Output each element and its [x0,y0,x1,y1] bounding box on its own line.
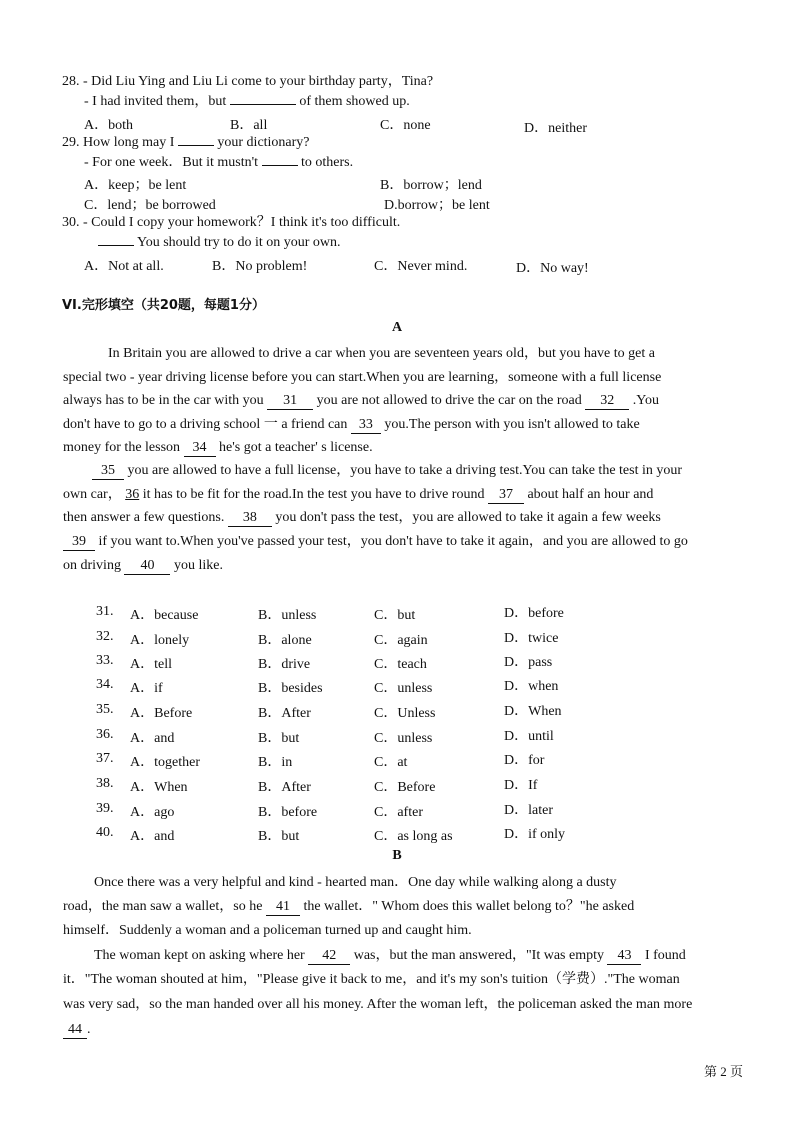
choice-option-d: D．pass [504,655,553,670]
q29-number: 29. [62,135,80,150]
choice-number: 36. [96,727,114,742]
q28-text-2a: - I had invited them，but [84,94,227,109]
choice-option-b: B．alone [258,633,312,648]
choice-option-d: D．later [504,803,553,818]
choice-option-c: C．at [374,755,408,770]
choice-option-a: A．lonely [130,633,190,648]
choice-number: 38. [96,776,114,791]
passage-b-text-7b: . [87,1022,91,1037]
q29-text-1a: How long may I [83,135,175,150]
q30-line1 [62,213,400,233]
q29-option-c: C．lend；be borrowed [84,198,216,213]
passage-a-line-10 [63,556,223,576]
choice-option-a: A．if [130,681,163,696]
q29-text-2b: to others. [301,155,354,170]
q28-option-a: A．both [84,118,133,133]
q30-option-a: A．Not at all. [84,259,164,274]
choice-option-a: A．because [130,608,199,623]
q29-option-b: B．borrow；lend [380,178,482,193]
q30-option-c: C．Never mind. [374,259,468,274]
blank-40: 40 [124,558,170,575]
choice-option-a: A．Before [130,706,193,721]
q28-blank [230,104,296,105]
passage-a-line-5 [63,438,373,458]
choice-option-b: B．drive [258,657,311,672]
q30-line2 [98,233,341,253]
blank-31: 31 [267,393,313,410]
choice-option-c: C．teach [374,657,427,672]
choice-option-b: B．unless [258,608,317,623]
passage-a-text-7a: own car， [63,487,122,502]
passage-b-label: B [392,848,402,863]
choice-option-a: A．together [130,755,200,770]
choice-option-a: A．and [130,731,175,746]
passage-a-text-5b: he's got a teacher' s license. [219,440,373,455]
passage-b-text-2b: the wallet．" Whom does this wallet belong to？"he asked [303,899,635,914]
passage-b-text-2a: road，the man saw a wallet，so he [63,899,263,914]
q29-blank-1 [178,145,214,146]
passage-b-line-4 [94,946,686,966]
choice-option-c: C．unless [374,681,433,696]
blank-39: 39 [63,534,95,551]
passage-a-text-5a: money for the lesson [63,440,181,455]
passage-a-text-10b: you like. [173,558,223,573]
choice-option-a: A．ago [130,805,175,820]
choice-number: 39. [96,801,114,816]
q29-text-2a: - For one week．But it mustn't [84,155,259,170]
choice-option-d: D．if only [504,827,566,842]
q28-option-c: C．none [380,118,431,133]
blank-37: 37 [488,487,524,504]
passage-b-text-4a: The woman kept on asking where her [94,948,305,963]
q29-blank-2 [262,165,298,166]
choice-option-c: C．again [374,633,428,648]
choice-option-a: A．tell [130,657,172,672]
passage-a-line-1: In Britain you are allowed to drive a car when you are seventeen years old，but you have to get a [108,346,655,361]
passage-a-line-2: special two - year driving license before you can start.When you are learning，someone with a full license [63,370,662,385]
choice-option-b: B．but [258,829,300,844]
passage-b-line-1: Once there was a very helpful and kind - hearted man．One day while walking along a dusty [94,875,617,890]
passage-b-text-4b: was，but the man answered，"It was empty [353,948,604,963]
passage-a-text-4b: you.The person with you isn't allowed to take [384,417,640,432]
choice-number: 31. [96,604,114,619]
page-number: 第 2 页 [704,1064,744,1079]
passage-a-text-8b: you don't pass the test，you are allowed to take it again a few weeks [275,510,661,525]
choice-number: 33. [96,653,114,668]
q30-text-1: - Could I copy your homework？I think it's too difficult. [83,215,401,230]
blank-35: 35 [92,463,124,480]
q29-line1 [62,133,310,153]
passage-a-line-3 [63,391,659,411]
q29-text-1b: your dictionary? [217,135,310,150]
passage-b-line-6: was very sad，so the man handed over all his money. After the woman left，the policeman asked the man more [63,997,693,1012]
choice-number: 34. [96,677,114,692]
passage-a-line-6 [92,461,682,481]
q30-blank [98,245,134,246]
choice-option-d: D．twice [504,631,559,646]
passage-b-line-5: it．"The woman shouted at him，"Please give it back to me，and it's my son's tuition（学费）."The woman [63,972,680,987]
passage-b-line-2 [63,897,634,917]
passage-a-text-3b: you are not allowed to drive the car on the road [316,393,582,408]
choice-option-c: C．unless [374,731,433,746]
q30-option-d: D．No way! [516,261,589,276]
choice-option-b: B．in [258,755,293,770]
choice-option-d: D．for [504,753,545,768]
passage-b-line-3: himself．Suddenly a woman and a policeman turned up and caught him. [63,923,472,938]
choice-option-c: C．Before [374,780,436,795]
choice-number: 32. [96,629,114,644]
choice-option-d: D．when [504,679,559,694]
blank-36: 36 [125,487,140,502]
q28-line1 [62,72,433,92]
choice-option-c: C．Unless [374,706,436,721]
q28-option-d: D．neither [524,121,587,136]
passage-a-text-10a: on driving [63,558,121,573]
q28-text-1: - Did Liu Ying and Liu Li come to your birthday party，Tina? [83,74,434,89]
q29-option-d: D.borrow；be lent [384,198,490,213]
q28-number: 28. [62,74,80,89]
q28-option-b: B．all [230,118,268,133]
choice-option-b: B．After [258,780,311,795]
passage-a-text-3c: .You [632,393,659,408]
blank-32: 32 [585,393,629,410]
choice-number: 35. [96,702,114,717]
choice-option-b: B．but [258,731,300,746]
passage-a-text-8a: then answer a few questions. [63,510,225,525]
blank-34: 34 [184,440,216,457]
passage-a-text-6b: you are allowed to have a full license，you have to take a driving test.You can take the test in your [127,463,683,478]
passage-a-text-7c: about half an hour and [527,487,654,502]
passage-a-text-3a: always has to be in the car with you [63,393,264,408]
choice-option-c: C．after [374,805,423,820]
choice-option-a: A．When [130,780,188,795]
passage-a-line-7 [63,485,653,505]
q30-number: 30. [62,215,80,230]
choice-option-b: B．before [258,805,318,820]
q28-line2 [84,92,410,112]
blank-38: 38 [228,510,272,527]
choice-option-a: A．and [130,829,175,844]
passage-a-text-7b: it has to be fit for the road.In the test you have to drive round [142,487,485,502]
passage-a-line-9 [63,532,688,552]
blank-42: 42 [308,948,350,965]
blank-43: 43 [607,948,641,965]
choice-option-b: B．After [258,706,311,721]
passage-a-text-4a: don't have to go to a driving school 一 a friend can [63,417,348,432]
q30-text-2: You should try to do it on your own. [136,235,341,250]
blank-41: 41 [266,899,300,916]
choice-option-d: D．When [504,704,562,719]
q28-text-2b: of them showed up. [299,94,410,109]
blank-44: 44 [63,1022,87,1039]
blank-33: 33 [351,417,381,434]
choice-option-d: D．before [504,606,564,621]
choice-number: 37. [96,751,114,766]
choice-number: 40. [96,825,114,840]
q29-line2 [84,153,353,173]
section-heading: VI.完形填空（共20题，每题1分） [62,298,265,313]
choice-option-b: B．besides [258,681,323,696]
choice-option-d: D．until [504,729,554,744]
choice-option-c: C．but [374,608,416,623]
choice-option-c: C．as long as [374,829,453,844]
choice-option-d: D．If [504,778,538,793]
passage-b-line-7 [63,1020,91,1040]
passage-a-line-4 [63,415,640,435]
q30-option-b: B．No problem! [212,259,308,274]
q29-option-a: A．keep；be lent [84,178,187,193]
passage-a-text-9b: if you want to.When you've passed your test，you don't have to take it again，and you are allowed to go [98,534,688,549]
passage-b-text-4c: I found [644,948,686,963]
passage-a-line-8 [63,508,661,528]
passage-a-label: A [391,320,403,335]
